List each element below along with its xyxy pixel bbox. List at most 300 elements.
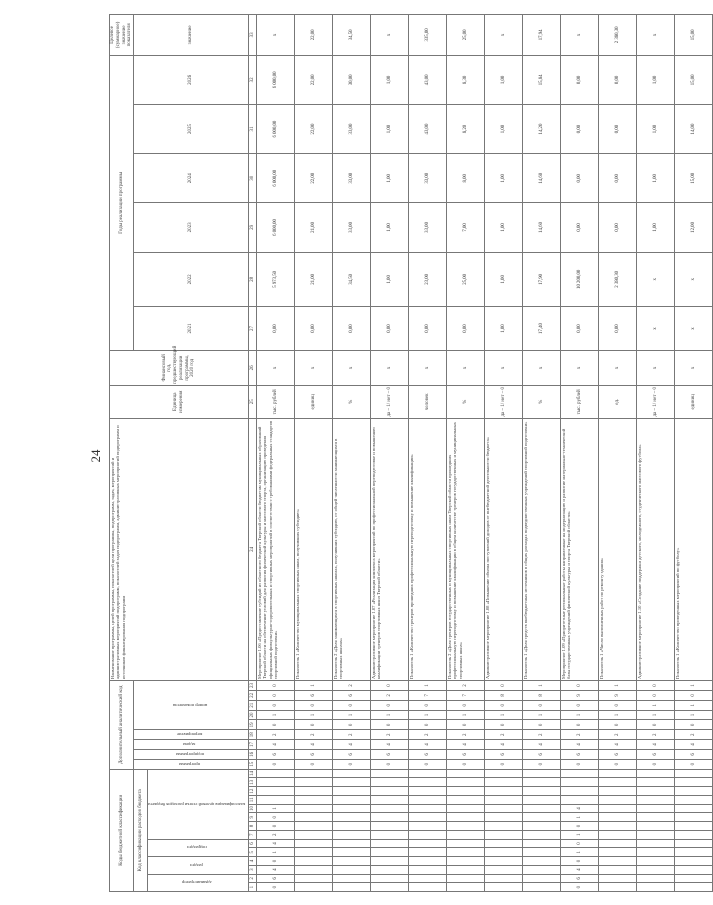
year-value-cell: 33,00 bbox=[408, 203, 446, 252]
target-value-cell: 34,50 bbox=[332, 15, 370, 56]
item-name: Показатель 1 «Число выполненных работ по ремонту здания» bbox=[598, 418, 636, 680]
code-cell: 0 bbox=[294, 700, 332, 710]
year-value-cell: 1,00 bbox=[484, 104, 522, 153]
year-value-cell: 8,20 bbox=[446, 104, 484, 153]
code-cell: 2 bbox=[294, 730, 332, 740]
code-cell bbox=[636, 830, 674, 839]
fin-year-cell: х bbox=[598, 350, 636, 385]
year-2024: 2024 bbox=[134, 154, 249, 203]
code-cell: 6 bbox=[294, 690, 332, 700]
code-cell bbox=[446, 769, 484, 778]
year-value-cell: 6 000,00 bbox=[256, 203, 294, 252]
code-cell: 6 bbox=[636, 749, 674, 759]
code-cell bbox=[408, 865, 446, 874]
code-cell bbox=[522, 857, 560, 866]
code-cell bbox=[446, 795, 484, 804]
code-cell bbox=[484, 874, 522, 883]
code-cell bbox=[560, 769, 598, 778]
code-cell: 2 bbox=[674, 730, 712, 740]
code-cell: 0 bbox=[256, 759, 294, 769]
year-value-cell: 8,00 bbox=[446, 154, 484, 203]
code-cell: 4 bbox=[484, 740, 522, 750]
code-cell: 4 bbox=[636, 740, 674, 750]
code-cell bbox=[522, 865, 560, 874]
year-value-cell: 1,00 bbox=[370, 104, 408, 153]
code-cell bbox=[370, 822, 408, 831]
code-cell: 4 bbox=[560, 740, 598, 750]
code-cell bbox=[636, 787, 674, 796]
code-cell: 1 bbox=[370, 710, 408, 720]
year-value-cell: 1,00 bbox=[484, 203, 522, 252]
code-cell: 2 bbox=[332, 730, 370, 740]
column-number: 6 bbox=[248, 839, 256, 848]
code-cell: 1 bbox=[256, 804, 294, 813]
item-name: Показатель 1 «Доля средств внебюджетных источников в общих расходах подведомственных учреждений спортивной подготовки» bbox=[522, 418, 560, 680]
unit-cell: % bbox=[332, 385, 370, 418]
code-cell: 0 bbox=[674, 720, 712, 730]
code-cell bbox=[598, 769, 636, 778]
code-cell: 1 bbox=[294, 681, 332, 691]
code-cell: 6 bbox=[332, 749, 370, 759]
year-value-cell: 0,00 bbox=[598, 203, 636, 252]
code-cell bbox=[446, 787, 484, 796]
year-value-cell: 34,50 bbox=[332, 252, 370, 307]
code-cell: 2 bbox=[256, 730, 294, 740]
code-cell: 0 bbox=[294, 720, 332, 730]
year-value-cell: 1,00 bbox=[370, 55, 408, 104]
code-cell bbox=[294, 795, 332, 804]
code-cell: 0 bbox=[560, 759, 598, 769]
year-value-cell: 14,60 bbox=[522, 203, 560, 252]
year-value-cell: 8,30 bbox=[446, 55, 484, 104]
code-cell: 2 bbox=[332, 681, 370, 691]
code-cell bbox=[484, 787, 522, 796]
table-row bbox=[332, 15, 370, 892]
fin-year-cell: х bbox=[674, 350, 712, 385]
code-cell: 0 bbox=[256, 822, 294, 831]
code-cell: 0 bbox=[256, 813, 294, 822]
code-cell bbox=[598, 865, 636, 874]
code-cell bbox=[256, 769, 294, 778]
code-cell bbox=[522, 883, 560, 892]
code-cell bbox=[522, 830, 560, 839]
code-cell: 1 bbox=[674, 710, 712, 720]
code-cell bbox=[294, 813, 332, 822]
code-cell: 6 bbox=[446, 749, 484, 759]
code-cell: 0 bbox=[522, 759, 560, 769]
year-value-cell: 33,00 bbox=[332, 154, 370, 203]
code-cell bbox=[674, 813, 712, 822]
item-name: Показатель 2 «Доля занимающихся в спортивных школах, получивших субсидию, от общей численности занимающихся в спортивных школах» bbox=[332, 418, 370, 680]
unit-cell: ед. bbox=[598, 385, 636, 418]
unit-cell: да – 1/ нет – 0 bbox=[484, 385, 522, 418]
column-number: 22 bbox=[248, 690, 256, 700]
code-cell bbox=[636, 822, 674, 831]
column-number: 15 bbox=[248, 759, 256, 769]
code-cell bbox=[636, 795, 674, 804]
code-cell bbox=[446, 813, 484, 822]
code-cell: 0 bbox=[560, 681, 598, 691]
code-cell bbox=[674, 787, 712, 796]
subsection-col-label: подраздел bbox=[186, 845, 207, 851]
code-cell: 1 bbox=[408, 681, 446, 691]
column-number: 16 bbox=[248, 749, 256, 759]
code-cell: 1 bbox=[408, 710, 446, 720]
code-cell: 1 bbox=[294, 710, 332, 720]
code-cell bbox=[370, 830, 408, 839]
code-cell bbox=[332, 813, 370, 822]
code-cell: 1 bbox=[332, 710, 370, 720]
code-cell: 0 bbox=[332, 759, 370, 769]
year-value-cell: 14,60 bbox=[522, 154, 560, 203]
code-cell bbox=[560, 795, 598, 804]
code-cell bbox=[294, 848, 332, 857]
fin-year-cell: х bbox=[408, 350, 446, 385]
code-cell bbox=[370, 804, 408, 813]
code-cell bbox=[484, 848, 522, 857]
code-cell: 6 bbox=[408, 749, 446, 759]
column-number: 8 bbox=[248, 822, 256, 831]
code-cell bbox=[522, 848, 560, 857]
code-cell bbox=[598, 830, 636, 839]
year-value-cell: 0,00 bbox=[408, 307, 446, 351]
code-cell: 0 bbox=[484, 759, 522, 769]
code-cell bbox=[598, 839, 636, 848]
code-cell bbox=[522, 787, 560, 796]
admin-col-label: администратор bbox=[181, 880, 212, 886]
code-cell: 2 bbox=[636, 730, 674, 740]
year-value-cell: 2 380,30 bbox=[598, 252, 636, 307]
code-cell bbox=[370, 795, 408, 804]
code-cell: 0 bbox=[256, 690, 294, 700]
fin-year-cell: х bbox=[446, 350, 484, 385]
code-cell: 4 bbox=[408, 740, 446, 750]
code-cell: 0 bbox=[256, 857, 294, 866]
year-value-cell: 15,84 bbox=[522, 55, 560, 104]
column-number: 11 bbox=[249, 797, 255, 803]
code-cell bbox=[332, 874, 370, 883]
table-row bbox=[598, 15, 636, 892]
code-cell bbox=[484, 830, 522, 839]
column-number: 21 bbox=[248, 700, 256, 710]
column-number: 9 bbox=[248, 813, 256, 822]
year-value-cell: 33,00 bbox=[332, 104, 370, 153]
target-value-cell: 25,00 bbox=[446, 15, 484, 56]
code-cell: 0 bbox=[256, 681, 294, 691]
code-cell: 6 bbox=[484, 749, 522, 759]
code-cell: 1 bbox=[674, 681, 712, 691]
code-cell: 0 bbox=[636, 759, 674, 769]
column-number: 31 bbox=[248, 104, 256, 153]
code-cell: 0 bbox=[446, 759, 484, 769]
code-cell: 4 bbox=[370, 740, 408, 750]
code-cell bbox=[636, 874, 674, 883]
code-cell bbox=[598, 778, 636, 787]
code-cell bbox=[674, 857, 712, 866]
code-cell: 1 bbox=[560, 830, 598, 839]
code-cell: 0 bbox=[484, 720, 522, 730]
task-col-label: задача bbox=[183, 742, 196, 748]
code-cell bbox=[294, 804, 332, 813]
code-cell bbox=[408, 769, 446, 778]
code-cell bbox=[446, 874, 484, 883]
code-cell: 0 bbox=[560, 822, 598, 831]
code-cell: 2 bbox=[256, 830, 294, 839]
year-2021: 2021 bbox=[134, 307, 249, 351]
target-value-cell: х bbox=[484, 15, 522, 56]
year-value-cell: 1,00 bbox=[484, 154, 522, 203]
year-value-cell: 22,00 bbox=[294, 154, 332, 203]
year-value-cell: 43,00 bbox=[408, 55, 446, 104]
year-value-cell: 21,00 bbox=[294, 203, 332, 252]
code-cell bbox=[370, 778, 408, 787]
column-number: 14 bbox=[249, 771, 255, 777]
code-cell bbox=[370, 769, 408, 778]
code-cell: 1 bbox=[484, 710, 522, 720]
item-name: Показатель 1 «Количество муниципальных спортивных школ, получивших субсидию» bbox=[294, 418, 332, 680]
code-cell bbox=[522, 804, 560, 813]
unit-cell: да – 1/ нет – 0 bbox=[636, 385, 674, 418]
fin-year-cell: х bbox=[560, 350, 598, 385]
unit-cell: тыс. рублей bbox=[256, 385, 294, 418]
code-cell bbox=[674, 804, 712, 813]
item-name: Показатель 1 «Количество проведенных мероприятий по футболу» bbox=[674, 418, 712, 680]
year-value-cell: 43,00 bbox=[408, 104, 446, 153]
code-cell: 6 bbox=[256, 749, 294, 759]
table-body bbox=[256, 15, 712, 892]
code-cell: 1 bbox=[522, 681, 560, 691]
code-cell bbox=[674, 830, 712, 839]
code-cell bbox=[636, 778, 674, 787]
code-cell: 0 bbox=[484, 700, 522, 710]
code-cell bbox=[370, 813, 408, 822]
code-cell: 2 bbox=[446, 681, 484, 691]
year-value-cell: 12,00 bbox=[674, 203, 712, 252]
code-cell bbox=[256, 778, 294, 787]
years-group-header: Годы реализации программы bbox=[110, 55, 134, 350]
code-cell: 1 bbox=[560, 710, 598, 720]
year-value-cell: 17,40 bbox=[522, 307, 560, 351]
code-cell: 0 bbox=[256, 720, 294, 730]
code-cell bbox=[598, 848, 636, 857]
code-cell bbox=[408, 839, 446, 848]
unit-column-header: Единица измерения bbox=[110, 385, 249, 418]
code-cell bbox=[332, 865, 370, 874]
column-number: 27 bbox=[248, 307, 256, 351]
year-2023: 2023 bbox=[134, 203, 249, 252]
expense-class-header: Код классификации расходов бюджета bbox=[134, 769, 148, 891]
target-value-cell: 22,00 bbox=[294, 15, 332, 56]
target-value-cell: 335,00 bbox=[408, 15, 446, 56]
year-value-cell: 10 200,00 bbox=[560, 252, 598, 307]
program-table bbox=[109, 14, 713, 892]
code-cell bbox=[636, 813, 674, 822]
year-value-cell: 15,00 bbox=[674, 55, 712, 104]
code-cell bbox=[370, 787, 408, 796]
code-cell bbox=[446, 883, 484, 892]
code-cell: 0 bbox=[256, 700, 294, 710]
code-cell bbox=[294, 822, 332, 831]
code-cell: 4 bbox=[294, 740, 332, 750]
unit-cell: единиц bbox=[294, 385, 332, 418]
year-value-cell: 1,00 bbox=[484, 307, 522, 351]
column-number: 4 bbox=[248, 857, 256, 866]
code-cell: 8 bbox=[522, 690, 560, 700]
year-value-cell: 7,00 bbox=[446, 203, 484, 252]
code-cell: 1 bbox=[560, 813, 598, 822]
code-cell: 0 bbox=[446, 700, 484, 710]
code-cell bbox=[408, 848, 446, 857]
column-number: 24 bbox=[248, 418, 256, 680]
code-cell: 0 bbox=[332, 700, 370, 710]
unit-cell: да – 1/ нет – 0 bbox=[370, 385, 408, 418]
year-value-cell: 0,00 bbox=[560, 104, 598, 153]
year-value-cell: 22,00 bbox=[294, 104, 332, 153]
code-cell: 0 bbox=[408, 720, 446, 730]
year-value-cell: 33,00 bbox=[332, 203, 370, 252]
code-cell: 4 bbox=[256, 740, 294, 750]
code-cell bbox=[446, 778, 484, 787]
code-cell: 0 bbox=[522, 700, 560, 710]
code-cell: 0 bbox=[598, 759, 636, 769]
code-cell bbox=[446, 830, 484, 839]
code-cell: 1 bbox=[598, 681, 636, 691]
target-value-cell: 17,94 bbox=[522, 15, 560, 56]
code-cell bbox=[598, 874, 636, 883]
code-cell: 6 bbox=[256, 874, 294, 883]
year-value-cell: 23,00 bbox=[408, 252, 446, 307]
year-value-cell: 1,00 bbox=[484, 252, 522, 307]
item-name: Мероприятие 1.09 «Приоритетные региональные работы направленные на модернизацию и развитие материально-технической базы государственных учреждений физической культуры и спорта Тверской области» bbox=[560, 418, 598, 680]
code-cell bbox=[408, 830, 446, 839]
fin-year-column-header: Финансовый год, предшествующий реализации программы, 2020 год bbox=[110, 350, 249, 385]
item-name: Показатель 1 «Количество тренеров прошедших профессиональную переподготовку и повышение квалификации» bbox=[408, 418, 446, 680]
code-cell bbox=[674, 769, 712, 778]
code-cell bbox=[332, 822, 370, 831]
year-value-cell: 1,00 bbox=[370, 203, 408, 252]
code-cell: 0 bbox=[332, 720, 370, 730]
code-cell: 0 bbox=[446, 720, 484, 730]
year-value-cell: 15,00 bbox=[674, 154, 712, 203]
column-numbers-row bbox=[248, 15, 256, 892]
code-cell bbox=[636, 769, 674, 778]
year-value-cell: 6 000,00 bbox=[256, 104, 294, 153]
code-cell bbox=[522, 813, 560, 822]
code-cell bbox=[408, 874, 446, 883]
year-value-cell: 1,00 bbox=[636, 104, 674, 153]
code-cell bbox=[408, 787, 446, 796]
column-number: 12 bbox=[249, 788, 255, 794]
code-cell: 6 bbox=[560, 874, 598, 883]
code-cell: 1 bbox=[446, 710, 484, 720]
column-number: 7 bbox=[248, 830, 256, 839]
code-cell: 1 bbox=[598, 710, 636, 720]
table-row bbox=[446, 15, 484, 892]
code-cell bbox=[522, 795, 560, 804]
code-cell bbox=[370, 839, 408, 848]
code-cell bbox=[446, 839, 484, 848]
year-value-cell: 14,00 bbox=[674, 104, 712, 153]
item-name: Показатель 2 «Доля тренеров государственных и муниципальных спортивных школ Тверской области прошедших профессиональную переподготовку и повышение квалификации в общем количестве тренеров государственных и муниципальных спортивных школ» bbox=[446, 418, 484, 680]
column-number: 26 bbox=[248, 350, 256, 385]
code-cell bbox=[256, 795, 294, 804]
code-cell: 0 bbox=[674, 759, 712, 769]
code-cell bbox=[446, 857, 484, 866]
code-cell bbox=[636, 804, 674, 813]
fin-year-cell: х bbox=[522, 350, 560, 385]
table-row bbox=[408, 15, 446, 892]
code-cell: 2 bbox=[446, 730, 484, 740]
code-cell: 4 bbox=[522, 740, 560, 750]
code-cell: 0 bbox=[560, 883, 598, 892]
target-value-cell: х bbox=[370, 15, 408, 56]
code-cell: 0 bbox=[560, 700, 598, 710]
year-value-cell: 30,00 bbox=[332, 55, 370, 104]
item-name: Административное мероприятие 1.07 «Реализация комплекса мероприятий по профессиональной переподготовке и повышению квалификации тренеров спортивных школ Тверской области» bbox=[370, 418, 408, 680]
code-cell bbox=[332, 883, 370, 892]
code-cell: 0 bbox=[636, 720, 674, 730]
year-value-cell: 21,00 bbox=[294, 252, 332, 307]
code-cell: 4 bbox=[598, 740, 636, 750]
year-value-cell: 1,00 bbox=[636, 203, 674, 252]
code-cell bbox=[294, 865, 332, 874]
page-number: 24 bbox=[88, 449, 103, 463]
code-cell bbox=[484, 804, 522, 813]
code-cell: 0 bbox=[370, 700, 408, 710]
code-cell bbox=[370, 857, 408, 866]
event-col-label: мероприятие bbox=[176, 732, 203, 738]
year-value-cell: 1,00 bbox=[370, 252, 408, 307]
code-cell: 6 bbox=[294, 749, 332, 759]
code-cell bbox=[446, 848, 484, 857]
code-cell bbox=[332, 839, 370, 848]
code-cell: 4 bbox=[256, 865, 294, 874]
column-number: 5 bbox=[248, 848, 256, 857]
table-row bbox=[636, 15, 674, 892]
code-cell bbox=[294, 778, 332, 787]
code-cell: 6 bbox=[332, 690, 370, 700]
unit-cell: тыс. рублей bbox=[560, 385, 598, 418]
code-cell: 1 bbox=[636, 700, 674, 710]
target-value-cell: х bbox=[560, 15, 598, 56]
column-number: 13 bbox=[249, 779, 255, 785]
code-cell: 0 bbox=[674, 690, 712, 700]
column-number: 2 bbox=[248, 874, 256, 883]
code-cell bbox=[294, 839, 332, 848]
year-2026: 2026 bbox=[134, 55, 249, 104]
code-cell: 1 bbox=[560, 848, 598, 857]
code-cell: 7 bbox=[408, 690, 446, 700]
code-cell bbox=[484, 822, 522, 831]
target-value-cell: х bbox=[256, 15, 294, 56]
code-cell bbox=[294, 787, 332, 796]
year-value-cell: 0,00 bbox=[560, 55, 598, 104]
column-number: 1 bbox=[248, 883, 256, 892]
code-cell: 2 bbox=[560, 730, 598, 740]
year-value-cell: 0,00 bbox=[294, 307, 332, 351]
section-col-label: раздел bbox=[190, 862, 203, 868]
column-number: 17 bbox=[248, 740, 256, 750]
code-cell: 2 bbox=[370, 690, 408, 700]
column-number: 23 bbox=[248, 681, 256, 691]
code-cell bbox=[636, 883, 674, 892]
code-cell bbox=[598, 813, 636, 822]
code-cell bbox=[522, 874, 560, 883]
column-number: 3 bbox=[248, 865, 256, 874]
year-value-cell: 22,00 bbox=[294, 55, 332, 104]
code-cell: 8 bbox=[484, 690, 522, 700]
column-number: 25 bbox=[248, 385, 256, 418]
